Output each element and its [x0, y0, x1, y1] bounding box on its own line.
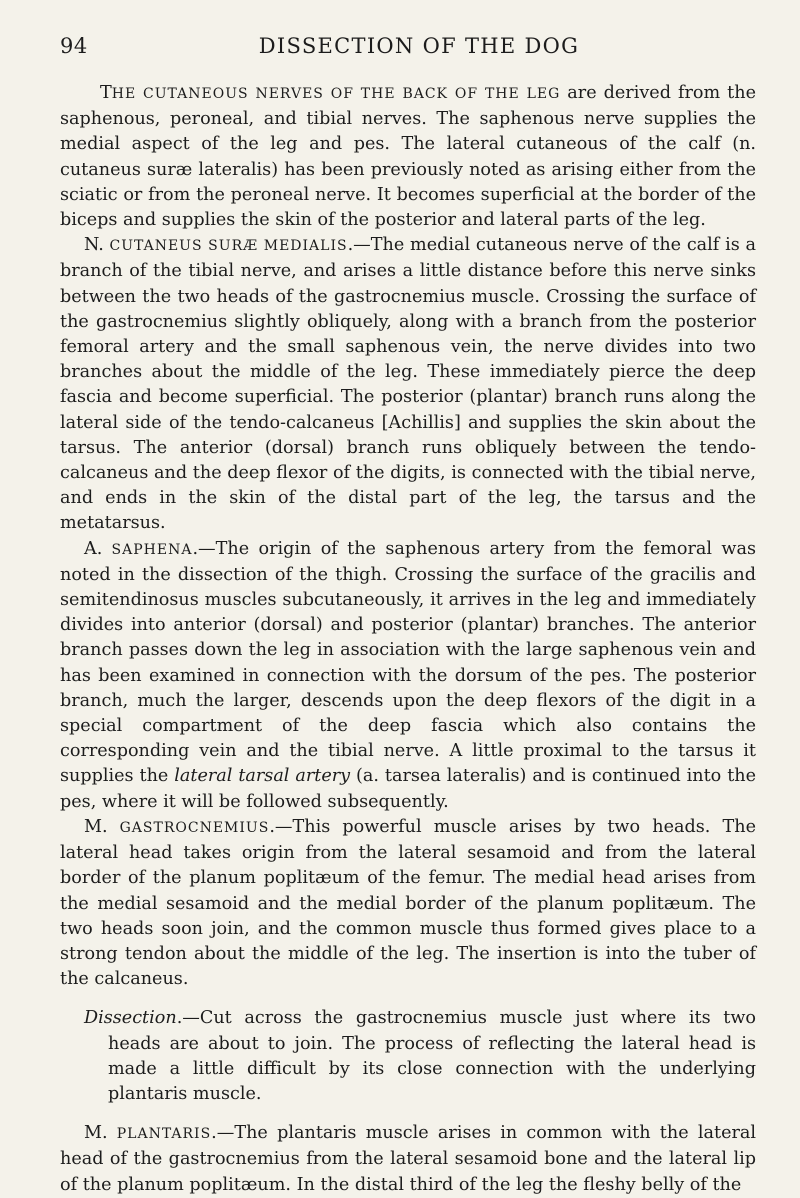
instruction-label: Dissection	[84, 1008, 177, 1029]
paragraph-saphena	[60, 537, 756, 815]
italic-term: lateral tarsal artery	[174, 766, 351, 787]
section-heading-initial: M.	[84, 816, 108, 837]
page-number: 94	[60, 34, 88, 58]
paragraph-text: .—The plantaris muscle arises in common with the lateral head of the gastrocnemius from the lateral sesamoid bone and the lateral lip of the planum poplitæum. In the distal third of the leg the fleshy belly of the	[60, 1123, 757, 1195]
section-heading-initial: T	[100, 83, 112, 103]
paragraph-text-continued: (a. tarsea lateralis) and is continued into the pes, where it will be followed subsequently.	[60, 766, 757, 812]
section-heading: HE CUTANEOUS NERVES OF THE BACK OF THE LEG	[111, 86, 561, 102]
paragraph-plantaris	[60, 1121, 756, 1198]
paragraph-gastrocnemius	[60, 815, 756, 992]
section-heading-initial: M.	[84, 1123, 108, 1144]
section-heading: SAPHENA	[102, 541, 193, 558]
paragraph-text: .—This powerful muscle arises by two heads. The lateral head takes origin from the lateral sesamoid and from the lateral border of the planum poplitæum of the femur. The medial head arises from the medial sesamoid and the medial border of the planum poplitæum. The two heads soon join, and the common muscle thus formed gives place to a strong tendon about the middle of the leg. The insertion is into the tuber of the calcaneus.	[60, 816, 756, 990]
section-heading: PLANTARIS	[107, 1126, 212, 1143]
instruction-text: .—Cut across the gastrocnemius muscle just where its two heads are about to join. The process of reflecting the lateral head is made a little difficult by its close connection with the underlying plantaris muscle.	[108, 1008, 756, 1104]
paragraph-cutaneus-surae	[60, 233, 756, 536]
paragraph-text: .—The origin of the saphenous artery from the femoral was noted in the dissection of the thigh. Crossing the surface of the gracilis and semitendinosus muscles subcutaneously, it arrives in the leg and immediately divides into anterior (dorsal) and posterior (plantar) branches. The anterior branch passes down the leg in association with the large saphenous vein and has been examined in connection with the dorsum of the pes. The posterior branch, much the larger, descends upon the deep flexors of the digit in a special compartment of the deep fascia which also contains the corresponding vein and the tibial nerve. A little proximal to the tarsus it supplies the	[60, 538, 756, 787]
body-text	[60, 81, 756, 1198]
running-title: DISSECTION OF THE DOG	[258, 34, 580, 58]
paragraph-text: .—The medial cutaneous nerve of the calf is a branch of the tibial nerve, and arises a little distance before this nerve sinks between the two heads of the gastrocnemius muscle. Crossing the surface of the gastrocnemius slightly obliquely, along with a branch from the posterior femoral artery and the small saphenous vein, the nerve divides into two branches about the middle of the leg. These immediately pierce the deep fascia and become superficial. The posterior (plantar) branch runs along the lateral side of the tendo-calcaneus [Achillis] and supplies the skin about the tarsus. The anterior (dorsal) branch runs obliquely between the tendo-calcaneus and the deep flexor of the digits, is connected with the tibial nerve, and ends in the skin of the distal part of the leg, the tarsus and the metatarsus.	[60, 235, 756, 534]
paragraph-cutaneous-nerves	[60, 81, 756, 233]
section-heading: CUTANEUS SURÆ MEDIALIS	[103, 238, 348, 255]
running-head	[60, 34, 756, 64]
section-heading: GASTROCNEMIUS	[107, 819, 270, 836]
section-heading-initial: N.	[84, 235, 104, 256]
section-heading-initial: A.	[84, 538, 103, 559]
dissection-instruction	[60, 1006, 756, 1107]
paragraph-text: are derived from the saphenous, peroneal, and tibial nerves. The saphenous nerve supplies the medial aspect of the leg and pes. The lateral cutaneous of the calf (n. cutaneus suræ lateralis) has been previously noted as arising either from the sciatic or from the peroneal nerve. It becomes superficial at the border of the biceps and supplies the skin of the posterior and lateral parts of the leg.	[60, 83, 756, 231]
